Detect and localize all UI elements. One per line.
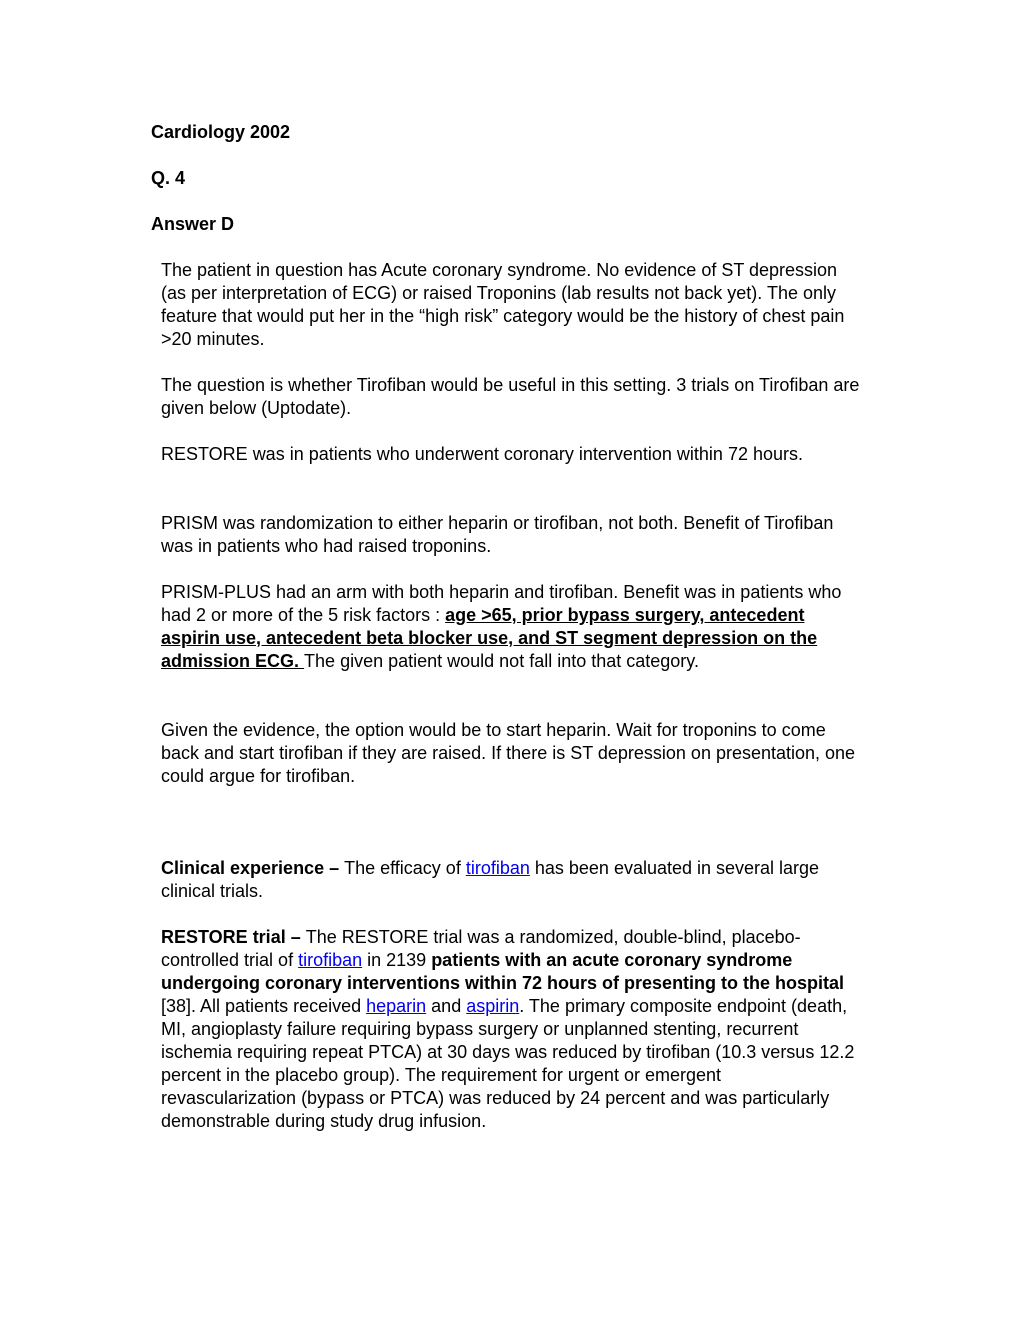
heparin-link[interactable]: heparin bbox=[366, 996, 427, 1016]
tirofiban-link-restore[interactable]: tirofiban bbox=[298, 950, 363, 970]
discussion-paragraph-4: PRISM was randomization to either heparin or tirofiban, not both. Benefit of Tirofiban was in patients who had raised troponins. bbox=[161, 513, 834, 556]
prism-plus-conclusion: The given patient would not fall into that category. bbox=[304, 651, 699, 671]
restore-text-b: in 2139 bbox=[362, 950, 432, 970]
prism-plus-intro: PRISM-PLUS had an arm with both heparin and tirofiban. Benefit was in patients who had 2 or more of the 5 risk factors : bbox=[161, 582, 842, 625]
restore-text-a: The RESTORE trial was a randomized, double-blind, placebo-controlled trial of bbox=[161, 927, 801, 970]
clinical-text-b: has been evaluated in several large clinical trials. bbox=[161, 858, 820, 901]
answer-label: Answer D bbox=[151, 214, 235, 234]
discussion-paragraph-5 bbox=[161, 581, 861, 673]
restore-trial-heading: RESTORE trial – bbox=[161, 927, 306, 947]
clinical-experience-paragraph bbox=[161, 857, 861, 903]
discussion-paragraph-6: Given the evidence, the option would be to start heparin. Wait for troponins to come back and start tirofiban if they are raised. If there is ST depression on presentation, one could argue for tirofiban. bbox=[161, 720, 856, 786]
discussion-paragraph-1: The patient in question has Acute coronary syndrome. No evidence of ST depression (as per interpretation of ECG) or raised Troponins (lab results not back yet). The only feature that would put her in the “high risk” category would be the history of chest pain >20 minutes. bbox=[161, 260, 845, 349]
question-number: Q. 4 bbox=[151, 168, 186, 188]
tirofiban-link[interactable]: tirofiban bbox=[465, 858, 530, 878]
restore-text-d: and bbox=[426, 996, 467, 1016]
restore-text-c: [38]. All patients received bbox=[161, 996, 367, 1016]
restore-text-e: . The primary composite endpoint (death, MI, angioplasty failure requiring bypass surgery or unplanned stenting, recurrent ischemia requiring repeat PTCA) at 30 days was reduced by tirofiban (10.3 versus 12.2 percent in the placebo group). The requirement for urgent or emergent revascularization (bypass or PTCA) was reduced by 24 percent and was particularly demonstrable during study drug infusion. bbox=[161, 996, 855, 1131]
clinical-text-a: The efficacy of bbox=[344, 858, 466, 878]
aspirin-link[interactable]: aspirin bbox=[466, 996, 520, 1016]
restore-trial-paragraph bbox=[161, 926, 861, 1133]
discussion-paragraph-3: RESTORE was in patients who underwent coronary intervention within 72 hours. bbox=[161, 444, 803, 464]
document-title: Cardiology 2002 bbox=[151, 122, 291, 142]
clinical-experience-heading: Clinical experience – bbox=[161, 858, 345, 878]
risk-factors-list: age >65, prior bypass surgery, antecedent aspirin use, antecedent beta blocker use, and ST segment depression on the admission ECG. bbox=[161, 605, 818, 671]
discussion-paragraph-2: The question is whether Tirofiban would be useful in this setting. 3 trials on Tirofiban are given below (Uptodate). bbox=[161, 375, 860, 418]
restore-population-bold: patients with an acute coronary syndrome undergoing coronary interventions within 72 hours of presenting to the hospital bbox=[161, 950, 845, 993]
